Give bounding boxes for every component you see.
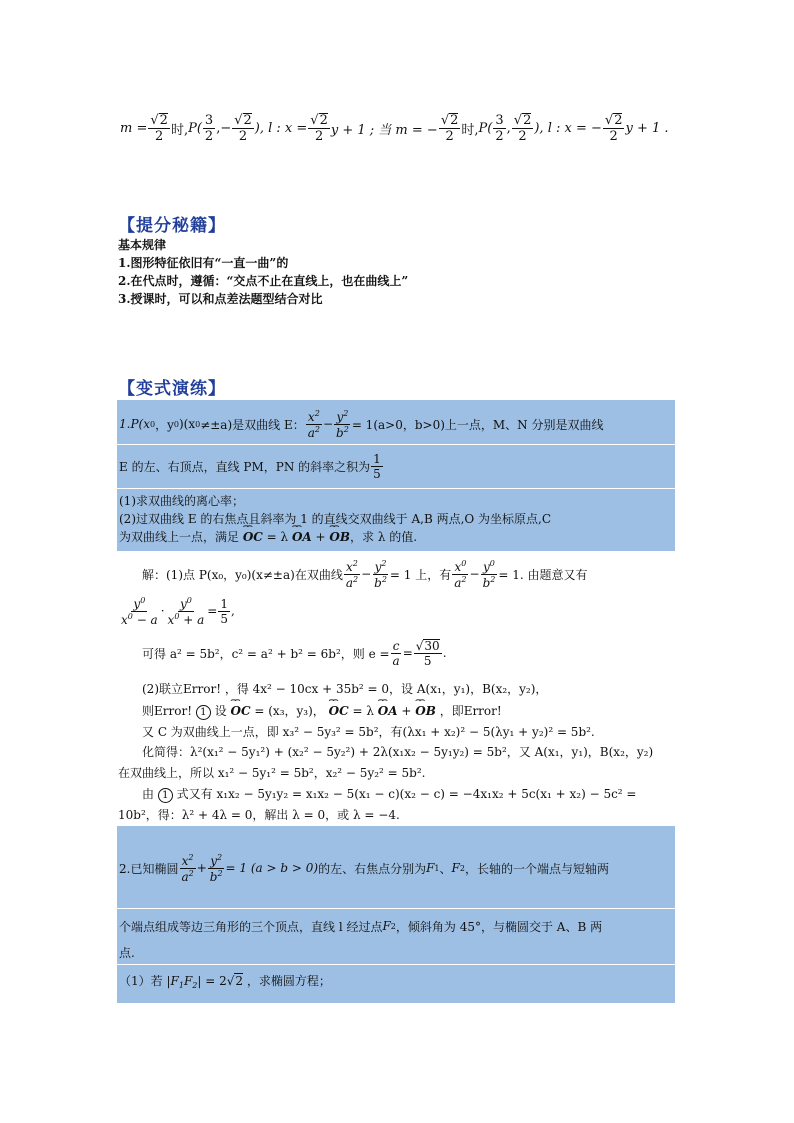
solution-line-7: 化简得：λ²(x₁² − 5y₁²) + (x₂² − 5y₂²) + 2λ(x₁x₂ − 5y₁y₂) = 5b²，又 A(x₁，y₁)，B(x₂，y₂) — [142, 745, 654, 759]
band-divider — [117, 908, 675, 909]
frac-sqrt2-over-2: $\frac{√2}{2}$ — [234, 113, 252, 144]
q1-line-1: 1.P(x 0 ，y 0 )(x 0 ≠±a)是双曲线 E： $\frac{x^2}{a^2}$ − $\frac{y^2}{b^2}$ = 1(a>0，b>0)上一点，M、N 分别是双曲线 — [119, 408, 604, 440]
frac-sqrt2-over-2: $\frac{√2}{2}$ — [604, 113, 623, 144]
circled-number-1: 1 — [158, 788, 173, 803]
q1-part-2b: 为双曲线上一点，满足 ⌢⌢ OC = λ ⌢⌢ OA + ⌢⌢ OB，求 λ 的值. — [119, 528, 417, 545]
solution-line-2: $\frac{y^0}{x^0 - a}$ · $\frac{y^0}{x^0 + a}$ = $\frac{1}{5}$ , — [121, 595, 235, 627]
formula-l-x: ), l : x = — [254, 120, 308, 136]
practice-heading: 【变式演练】 — [118, 379, 226, 399]
formula-shi: 时, — [170, 122, 189, 138]
solution-line-5: 则Error! 1 设 ⌢⌢ OC = (x₃，y₃)， ⌢⌢ OC = λ ⌢⌢ OA + ⌢⌢ OB ，即Error! — [142, 702, 502, 720]
frac-sqrt2-over-2: $\frac{√2}{2}$ — [513, 113, 532, 144]
frac-y2-over-b2: $\frac{y^2}{b^2}$ — [336, 408, 349, 440]
band-divider — [117, 488, 675, 489]
formula-P: P( — [478, 120, 493, 136]
solution-line-3: 可得 a² = 5b²，c² = a² + b² = 6b²，则 e = $\frac{c}{a}$ = $\frac{√30}{5}$ . — [142, 638, 447, 668]
band-divider — [117, 444, 675, 445]
solution-line-6: 又 C 为双曲线上一点，即 x₃² − 5y₃² = 5b²，有(λx₁ + x₂)² − 5(λy₁ + y₂)² = 5b². — [142, 725, 595, 739]
tips-subheading: 基本规律 — [118, 238, 167, 252]
formula-P: P( — [188, 120, 202, 136]
formula-comma: , — [506, 120, 511, 136]
tips-item-2: 2.在代点时，遵循：“交点不止在直线上，也在曲线上” — [118, 274, 409, 288]
frac-sqrt2-over-2: $\frac{√2}{2}$ — [440, 113, 459, 144]
solution-line-10: 10b²，得：λ² + 4λ = 0，解出 λ = 0，或 λ = −4. — [118, 808, 400, 822]
formula-y-plus-1-end: y + 1 . — [625, 120, 669, 136]
solution-line-9: 由 1 式又有 x₁x₂ − 5y₁y₂ = x₁x₂ − 5(x₁ − c)(x₂ − c) = −4x₁x₂ + 5c(x₁ + x₂) − 5c² = — [142, 787, 637, 801]
solution-line-1: 解：(1)点 P(x₀，y₀)(x≠±a)在双曲线 $\frac{x^2}{a^2}$ − $\frac{y^2}{b^2}$ = 1 上，有 $\frac{x^0}{a^2}$ − $\frac{y^0}{b^2}$ = 1. 由题意又有 — [142, 558, 588, 590]
q1-part-1: (1)求双曲线的离心率； — [119, 494, 244, 508]
q2-line-1: 2.已知椭圆 $\frac{x^2}{a^2}$ + $\frac{y^2}{b^2}$ = 1 (a > b > 0) 的左、右焦点分别为 F 1 、 F 2 ，长轴的一个端点与短轴两 — [119, 852, 609, 884]
q2-part-1: （1）若 $|F_1F_2| = 2√2$ ，求椭圆方程； — [119, 974, 331, 990]
circled-number-1: 1 — [196, 705, 211, 720]
solution-line-8: 在双曲线上，所以 x₁² − 5y₁² = 5b²，x₂² − 5y₂² = 5b². — [118, 766, 426, 780]
frac-x2-over-a2: $\frac{x^2}{a^2}$ — [307, 408, 320, 440]
formula-l-x: ), l : x = − — [534, 120, 602, 136]
top-formula-line — [120, 108, 680, 148]
frac-sqrt2-over-2: $\frac{√2}{2}$ — [150, 113, 168, 144]
tips-heading: 【提分秘籍】 — [118, 216, 226, 236]
formula-shi: 时, — [461, 122, 479, 138]
tips-item-3: 3.授课时，可以和点差法题型结合对比 — [118, 292, 323, 306]
frac-3-over-2: $\frac{3}{2}$ — [204, 112, 214, 144]
frac-sqrt2-over-2: $\frac{√2}{2}$ — [310, 113, 328, 144]
question-1-band — [117, 400, 675, 551]
frac-3-over-2: $\frac{3}{2}$ — [495, 112, 504, 144]
band-divider — [117, 964, 675, 965]
q2-line-3: 点. — [119, 946, 135, 960]
solution-line-4: (2)联立Error! ，得 4x² − 10cx + 35b² = 0，设 A(x₁，y₁)，B(x₂，y₂)， — [142, 682, 548, 696]
q2-line-2: 个端点组成等边三角形的三个顶点，直线 l 经过点 F 2 ，倾斜角为 45°，与椭圆交于 A、B 两 — [119, 919, 603, 934]
formula-y-plus-1: y + 1 ; 当 m = − — [330, 122, 438, 138]
question-2-band — [117, 826, 675, 1003]
q1-line-2: E 的左、右顶点，直线 PM，PN 的斜率之积为 $\frac{1}{5}$ — [119, 451, 381, 481]
formula-comma-minus: ,− — [216, 120, 232, 136]
frac-one-fifth: $\frac{1}{5}$ — [373, 451, 381, 481]
formula-m-eq: m = — [120, 120, 148, 136]
q1-part-2a: (2)过双曲线 E 的右焦点且斜率为 1 的直线交双曲线于 A,B 两点,O 为坐标原点,C — [119, 512, 552, 526]
tips-item-1: 1.图形特征依旧有“一直一曲”的 — [118, 256, 289, 270]
